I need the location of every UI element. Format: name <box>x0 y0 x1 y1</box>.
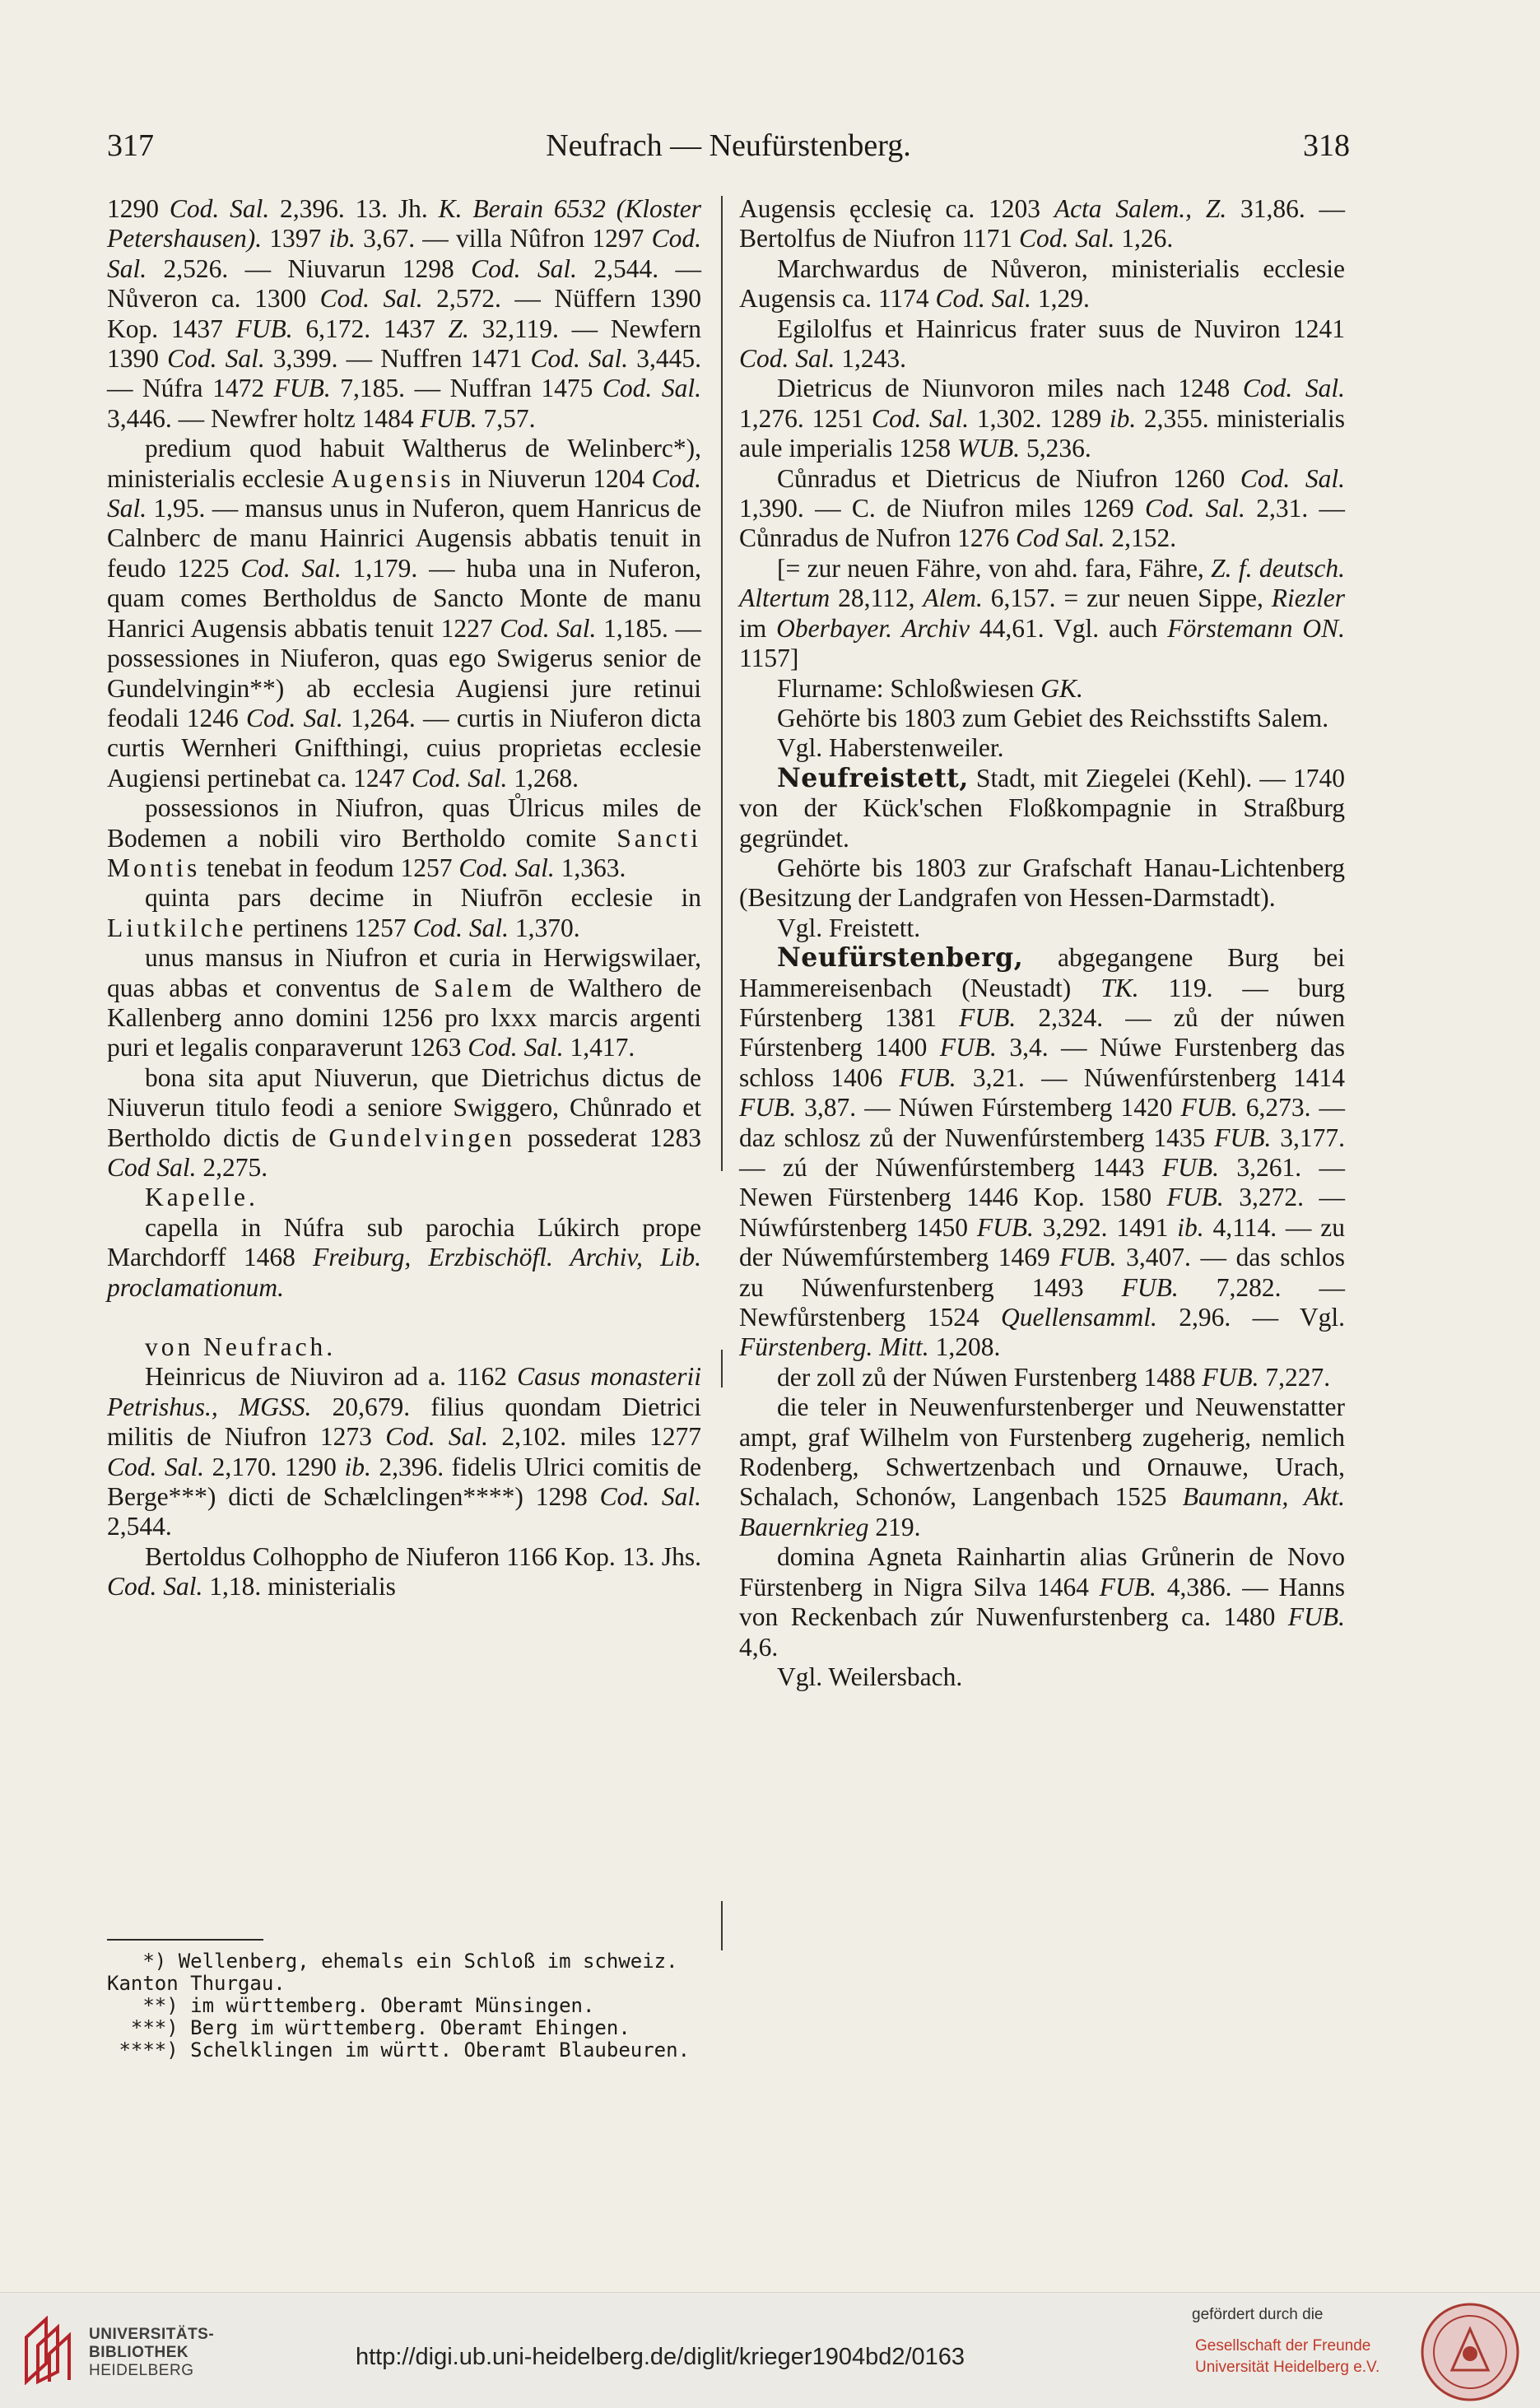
paragraph: Gehörte bis 1803 zur Grafschaft Hanau-Lichtenberg (Besitzung der Landgrafen von Hessen-Darmstadt). <box>739 853 1345 913</box>
paragraph: die teler in Neuwenfurstenberger und Neuwenstatter ampt, graf Wilhelm von Furstenberg zugeherig, nemlich Rodenberg, Schwertzenbach und Ornauwe, Urach, Schalach, Schonów, Langenbach 1525 Baumann, Akt. Bauernkrieg 219. <box>739 1392 1345 1541</box>
column-rule-upper <box>721 196 723 1171</box>
paragraph: 1290 Cod. Sal. 2,396. 13. Jh. K. Berain 6532 (Kloster Petershausen). 1397 ib. 3,67. — villa Nûfron 1297 Cod. Sal. 2,526. — Niuvarun 1298 Cod. Sal. 2,544. — Nůveron ca. 1300 Cod. Sal. 2,572. — Nüffern 1390 Kop. 1437 FUB. 6,172. 1437 Z. 32,119. — Newfern 1390 Cod. Sal. 3,399. — Nuffren 1471 Cod. Sal. 3,445. — Núfra 1472 FUB. 7,185. — Nuffran 1475 Cod. Sal. 3,446. — Newfrer holtz 1484 FUB. 7,57. <box>107 194 702 433</box>
column-rule-bottom <box>721 1901 723 1950</box>
digitization-banner <box>0 2292 1540 2408</box>
right-column <box>739 194 1345 1692</box>
footnote: ****) Schelklingen im württ. Oberamt Blaubeuren. <box>107 2038 691 2062</box>
society-name-line2: Universität Heidelberg e.V. <box>1195 2359 1380 2376</box>
paragraph: capella in Núfra sub parochia Lúkirch prope Marchdorff 1468 Freiburg, Erzbischöfl. Archiv, Lib. proclamationum. <box>107 1212 701 1302</box>
column-rule-lower <box>721 1350 723 1388</box>
footnote: ***) Berg im württemberg. Oberamt Ehingen. <box>107 2016 630 2039</box>
paragraph: Flurname: Schloßwiesen GK. <box>777 673 1083 703</box>
paragraph: [= zur neuen Fähre, von ahd. fara, Fähre, Z. f. deutsch. Altertum 28,112, Alem. 6,157. = zur neuen Sippe, Riezler im Oberbayer. Archiv 44,61. Vgl. auch Förstemann ON. 1157] <box>739 553 1345 673</box>
paragraph: Augensis ęcclesię ca. 1203 Acta Salem., Z. 31,86. — Bertolfus de Niufron 1171 Cod. Sal. 1,26. <box>739 194 1345 253</box>
paragraph: Marchwardus de Nůveron, ministerialis ecclesie Augensis ca. 1174 Cod. Sal. 1,29. <box>739 253 1345 314</box>
library-name <box>89 2326 214 2380</box>
paragraph: Dietricus de Niunvoron miles nach 1248 Cod. Sal. 1,276. 1251 Cod. Sal. 1,302. 1289 ib. 2,355. ministerialis aule imperialis 1258 WUB. 5,236. <box>739 374 1346 463</box>
paragraph: domina Agneta Rainhartin alias Grůnerin de Novo Fürstenberg in Nigra Silva 1464 FUB. 4,386. — Hanns von Reckenbach zúr Nuwenfurstenberg ca. 1480 FUB. 4,6. <box>739 1542 1345 1662</box>
left-column <box>107 194 701 1602</box>
paragraph: predium quod habuit Waltherus de Welinberc*), ministerialis ecclesie Augensis in Niuverun 1204 Cod. Sal. 1,95. — mansus unus in Nuferon, quem Hanricus de Calnberc de manu Hainrici Augensis abbatis tenuit in feudo 1225 Cod. Sal. 1,179. — huba una in Nuferon, quam comes Bertholdus de Sancto Monte de manu Hanrici Augensis abbatis tenuit 1227 Cod. Sal. 1,185. — possessiones in Niuferon, quas ego Swigerus senior de Gundelvingin**) ab ecclesia Augiensi jure retinui feodali 1246 Cod. Sal. 1,264. — curtis in Niuferon dicta curtis Wernheri Gnifthingi, cuius proprietas ecclesie Augiensi pertinebat ca. 1247 Cod. Sal. 1,268. <box>107 434 702 793</box>
paragraph: quinta pars decime in Niufrōn ecclesie in Liutkilche pertinens 1257 Cod. Sal. 1,370. <box>107 883 701 942</box>
paragraph: Neufürstenberg, abgegangene Burg bei Hammereisenbach (Neustadt) TK. 119. — burg Fúrstenberg 1381 FUB. 2,324. — zů der núwen Fúrstenberg 1400 FUB. 3,4. — Núwe Furstenberg das schloss 1406 FUB. 3,21. — Núwenfúrstenberg 1414 FUB. 3,87. — Núwen Fúrstemberg 1420 FUB. 6,273. — daz schlosz zů der Nuwenfúrstemberg 1435 FUB. 3,177. — zú der Núwenfúrstemberg 1443 FUB. 3,261. — Newen Fürstenberg 1446 Kop. 1580 FUB. 3,272. — Núwfúrstenberg 1450 FUB. 3,292. 1491 ib. 4,114. — zu der Núwemfúrstemberg 1469 FUB. 3,407. — das schlos zu Núwenfurstenberg 1493 FUB. 7,282. — Newfůrstenberg 1524 Quellensamml. 2,96. — Vgl. Fürstenberg. Mitt. 1,208. <box>739 942 1346 1362</box>
society-name-line1: Gesellschaft der Freunde <box>1195 2337 1371 2355</box>
footnote: Kanton Thurgau. <box>107 1972 286 1995</box>
page-number-right: 318 <box>1303 128 1350 163</box>
footnote-rule <box>107 1939 263 1941</box>
permalink-url[interactable]: http://digi.ub.uni-heidelberg.de/diglit/krieger1904bd2/0163 <box>356 2344 965 2370</box>
footnote: *) Wellenberg, ehemals ein Schloß im schweiz. <box>107 1950 678 1973</box>
library-logo-icon <box>21 2316 86 2385</box>
paragraph: Vgl. Freistett. <box>777 913 921 942</box>
paragraph: bona sita aput Niuverun, que Dietrichus dictus de Niuverun titulo feodi a seniore Swiggero, Chůnrado et Bertholdo dictis de Gundelvingen possederat 1283 Cod Sal. 2,275. <box>107 1062 701 1182</box>
paragraph: unus mansus in Niufron et curia in Herwigswilaer, quas abbas et conventus de Salem de Walthero de Kallenberg anno domini 1256 pro lxxx marcis argenti puri et legalis conparaverunt 1263 Cod. Sal. 1,417. <box>107 943 701 1062</box>
paragraph: Vgl. Haberstenweiler. <box>777 733 1004 763</box>
page-title: Neufrach — Neufürstenberg. <box>546 128 911 163</box>
paragraph: Heinricus de Niuviron ad a. 1162 Casus monasterii Petrishus., MGSS. 20,679. filius quondam Dietrici militis de Niufron 1273 Cod. Sal. 2,102. miles 1277 Cod. Sal. 2,170. 1290 ib. 2,396. fidelis Ulrici comitis de Berge***) dicti de Schælclingen****) 1298 Cod. Sal. 2,544. <box>107 1362 702 1541</box>
paragraph: Kapelle. <box>145 1183 258 1212</box>
paragraph: von Neufrach. <box>145 1332 337 1362</box>
running-header <box>107 125 1350 166</box>
library-name-line2: BIBLIOTHEK <box>89 2344 189 2361</box>
society-name <box>1195 2336 1379 2378</box>
funded-by-label: gefördert durch die <box>1192 2306 1324 2323</box>
society-seal-icon <box>1419 2301 1521 2403</box>
paragraph: Egilolfus et Hainricus frater suus de Nuviron 1241 Cod. Sal. 1,243. <box>739 314 1345 374</box>
library-name-line1: UNIVERSITÄTS- <box>89 2326 215 2343</box>
paragraph: der zoll zů der Núwen Furstenberg 1488 FUB. 7,227. <box>777 1362 1331 1392</box>
paragraph: Neufreistett, Stadt, mit Ziegelei (Kehl). — 1740 von der Kück'schen Floßkompagnie in Straßburg gegründet. <box>739 762 1345 853</box>
paragraph: Bertoldus Colhoppho de Niuferon 1166 Kop. 13. Jhs. Cod. Sal. 1,18. ministerialis <box>107 1541 701 1601</box>
paragraph: Vgl. Weilersbach. <box>777 1662 963 1691</box>
paragraph: Gehörte bis 1803 zum Gebiet des Reichsstifts Salem. <box>777 703 1329 732</box>
paragraph: possessionos in Niufron, quas Ůlricus miles de Bodemen a nobili viro Bertholdo comite Sancti Montis tenebat in feodum 1257 Cod. Sal. 1,363. <box>107 793 701 882</box>
page-number-left: 317 <box>107 128 154 163</box>
paragraph: Cůnradus et Dietricus de Niufron 1260 Cod. Sal. 1,390. — C. de Niufron miles 1269 Cod. Sal. 2,31. — Cůnradus de Nufron 1276 Cod Sal. 2,152. <box>739 463 1346 553</box>
library-name-line3: HEIDELBERG <box>89 2362 194 2379</box>
footnotes <box>107 1950 701 2062</box>
footnote: **) im württemberg. Oberamt Münsingen. <box>107 1994 595 2017</box>
